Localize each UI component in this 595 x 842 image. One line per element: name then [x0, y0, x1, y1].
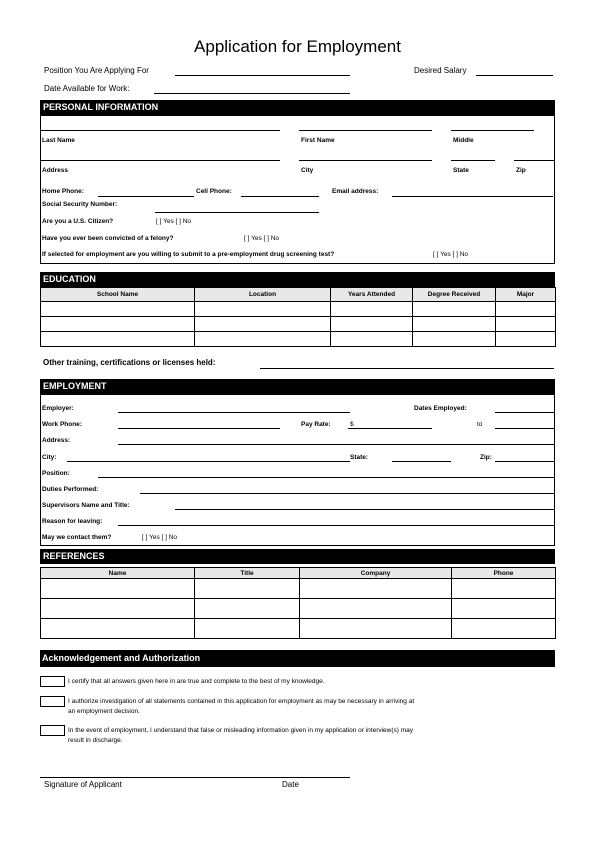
salary-label: Desired Salary: [414, 66, 467, 75]
cell-phone-label: Cell Phone:: [196, 188, 232, 195]
date-available-label: Date Available for Work:: [44, 84, 130, 93]
first-name-label: First Name: [301, 137, 335, 144]
email-label: Email address:: [332, 188, 379, 195]
table-cell[interactable]: [300, 579, 452, 599]
state-label: State: [453, 167, 469, 174]
cell-phone-field[interactable]: [241, 196, 319, 197]
state-field[interactable]: [451, 160, 495, 161]
employment-heading: EMPLOYMENT: [40, 379, 555, 394]
table-cell[interactable]: [195, 332, 331, 347]
table-cell[interactable]: [41, 317, 195, 332]
duties-label: Duties Performed:: [42, 486, 99, 493]
table-cell[interactable]: [452, 619, 556, 639]
felony-options[interactable]: [ ] Yes [ ] No: [244, 235, 280, 242]
table-cell[interactable]: [195, 317, 331, 332]
table-cell[interactable]: [496, 332, 556, 347]
employer-address-label: Address:: [42, 437, 71, 444]
references-col-company: Company: [300, 568, 452, 579]
ack-authorize-checkbox[interactable]: [40, 696, 65, 707]
education-col-years: Years Attended: [331, 288, 413, 302]
ssn-field[interactable]: [155, 212, 319, 213]
employer-state-label: State:: [350, 454, 369, 461]
references-table: [40, 567, 556, 639]
reason-leaving-label: Reason for leaving:: [42, 518, 103, 525]
table-cell[interactable]: [195, 599, 300, 619]
position-field[interactable]: [175, 75, 350, 76]
education-col-major: Major: [496, 288, 556, 302]
contact-options[interactable]: [ ] Yes [ ] No: [142, 534, 178, 541]
drug-test-options[interactable]: [ ] Yes [ ] No: [433, 251, 469, 258]
page-title: Application for Employment: [194, 37, 401, 56]
employer-city-field[interactable]: [67, 461, 350, 462]
table-cell[interactable]: [195, 579, 300, 599]
citizen-options[interactable]: [ ] Yes [ ] No: [156, 218, 192, 225]
middle-label: Middle: [453, 137, 474, 144]
last-name-field[interactable]: [40, 130, 280, 131]
table-row: [41, 579, 556, 599]
table-cell[interactable]: [41, 579, 195, 599]
education-col-degree: Degree Received: [413, 288, 496, 302]
position-label: Position You Are Applying For: [44, 66, 149, 75]
table-cell[interactable]: [41, 332, 195, 347]
ack-heading: Acknowledgement and Authorization: [40, 650, 555, 667]
dates-employed-label: Dates Employed:: [414, 405, 467, 412]
table-cell[interactable]: [496, 302, 556, 317]
city-field[interactable]: [299, 160, 432, 161]
table-cell[interactable]: [452, 599, 556, 619]
table-cell[interactable]: [413, 332, 496, 347]
ssn-label: Social Security Number:: [42, 201, 118, 208]
other-training-label: Other training, certifications or licenses held:: [43, 358, 216, 367]
work-phone-field[interactable]: [118, 428, 280, 429]
supervisor-field[interactable]: [175, 509, 554, 510]
pay-rate-label: Pay Rate:: [301, 421, 331, 428]
zip-label: Zip: [516, 167, 526, 174]
table-cell[interactable]: [413, 317, 496, 332]
table-row: [41, 317, 556, 332]
position-held-field[interactable]: [98, 477, 554, 478]
table-row: [41, 332, 556, 347]
table-cell[interactable]: [452, 579, 556, 599]
table-cell[interactable]: [331, 332, 413, 347]
dollar-sign: $: [350, 421, 354, 428]
address-field[interactable]: [40, 160, 280, 161]
table-row: [41, 599, 556, 619]
zip-field[interactable]: [514, 160, 554, 161]
drug-test-question: If selected for employment are you willing to submit to a pre-employment drug screening test?: [42, 251, 335, 258]
table-cell[interactable]: [413, 302, 496, 317]
references-col-name: Name: [41, 568, 195, 579]
table-cell[interactable]: [195, 302, 331, 317]
ack-certify-text: I certify that all answers given here in are true and complete to the best of my knowledge.: [68, 678, 325, 685]
city-label: City: [301, 167, 314, 174]
education-col-school: School Name: [41, 288, 195, 302]
pay-rate-field[interactable]: [348, 428, 432, 429]
table-row: [41, 302, 556, 317]
work-phone-label: Work Phone:: [42, 421, 82, 428]
supervisor-label: Supervisors Name and Title:: [42, 502, 130, 509]
citizen-question: Are you a U.S. Citizen?: [42, 218, 114, 225]
ack-authorize-text-cont: an employment decision.: [68, 708, 140, 715]
table-row: [41, 619, 556, 639]
references-col-phone: Phone: [452, 568, 556, 579]
references-heading: REFERENCES: [40, 549, 555, 564]
education-col-location: Location: [195, 288, 331, 302]
table-cell[interactable]: [41, 599, 195, 619]
home-phone-field[interactable]: [98, 196, 194, 197]
to-label: to: [477, 421, 483, 428]
ack-discharge-text-cont: result in discharge.: [68, 737, 123, 744]
references-col-title: Title: [195, 568, 300, 579]
duties-field[interactable]: [140, 493, 554, 494]
dates-to-field[interactable]: [495, 428, 554, 429]
address-label: Address: [42, 167, 69, 174]
table-cell[interactable]: [331, 302, 413, 317]
signature-label: Signature of Applicant: [44, 780, 122, 789]
dates-employed-field[interactable]: [495, 412, 554, 413]
last-name-label: Last Name: [42, 137, 75, 144]
employer-label: Employer:: [42, 405, 74, 412]
table-cell[interactable]: [195, 619, 300, 639]
employer-city-label: City:: [42, 454, 57, 461]
home-phone-label: Home Phone:: [42, 188, 84, 195]
table-cell[interactable]: [331, 317, 413, 332]
employer-state-field[interactable]: [392, 461, 451, 462]
ack-discharge-text: In the event of employment, I understand that false or misleading information given in my application or interview(s) may: [68, 727, 414, 734]
education-table: [40, 287, 556, 347]
employment-section: [40, 394, 555, 546]
other-training-field[interactable]: [260, 368, 554, 369]
first-name-field[interactable]: [299, 130, 432, 131]
position-held-label: Position:: [42, 470, 70, 477]
personal-info-heading: PERSONAL INFORMATION: [40, 100, 555, 115]
contact-question: May we contact them?: [42, 534, 112, 541]
employer-zip-field[interactable]: [495, 461, 554, 462]
table-cell[interactable]: [41, 302, 195, 317]
employer-address-field[interactable]: [118, 444, 554, 445]
employer-field[interactable]: [118, 412, 350, 413]
felony-question: Have you ever been convicted of a felony?: [42, 235, 174, 242]
ack-discharge-checkbox[interactable]: [40, 725, 65, 736]
education-heading: EDUCATION: [40, 272, 555, 287]
signature-date-label: Date: [282, 780, 299, 789]
table-cell[interactable]: [300, 599, 452, 619]
reason-leaving-field[interactable]: [118, 525, 554, 526]
signature-line[interactable]: [40, 777, 350, 778]
employer-zip-label: Zip:: [480, 454, 492, 461]
salary-field[interactable]: [476, 75, 553, 76]
ack-authorize-text: I authorize investigation of all statements contained in this application for employment as may be necessary in arriving at: [68, 698, 415, 705]
table-cell[interactable]: [300, 619, 452, 639]
ack-certify-checkbox[interactable]: [40, 676, 65, 687]
middle-field[interactable]: [451, 130, 534, 131]
table-cell[interactable]: [41, 619, 195, 639]
table-cell[interactable]: [496, 317, 556, 332]
date-available-field[interactable]: [154, 93, 350, 94]
email-field[interactable]: [392, 196, 553, 197]
